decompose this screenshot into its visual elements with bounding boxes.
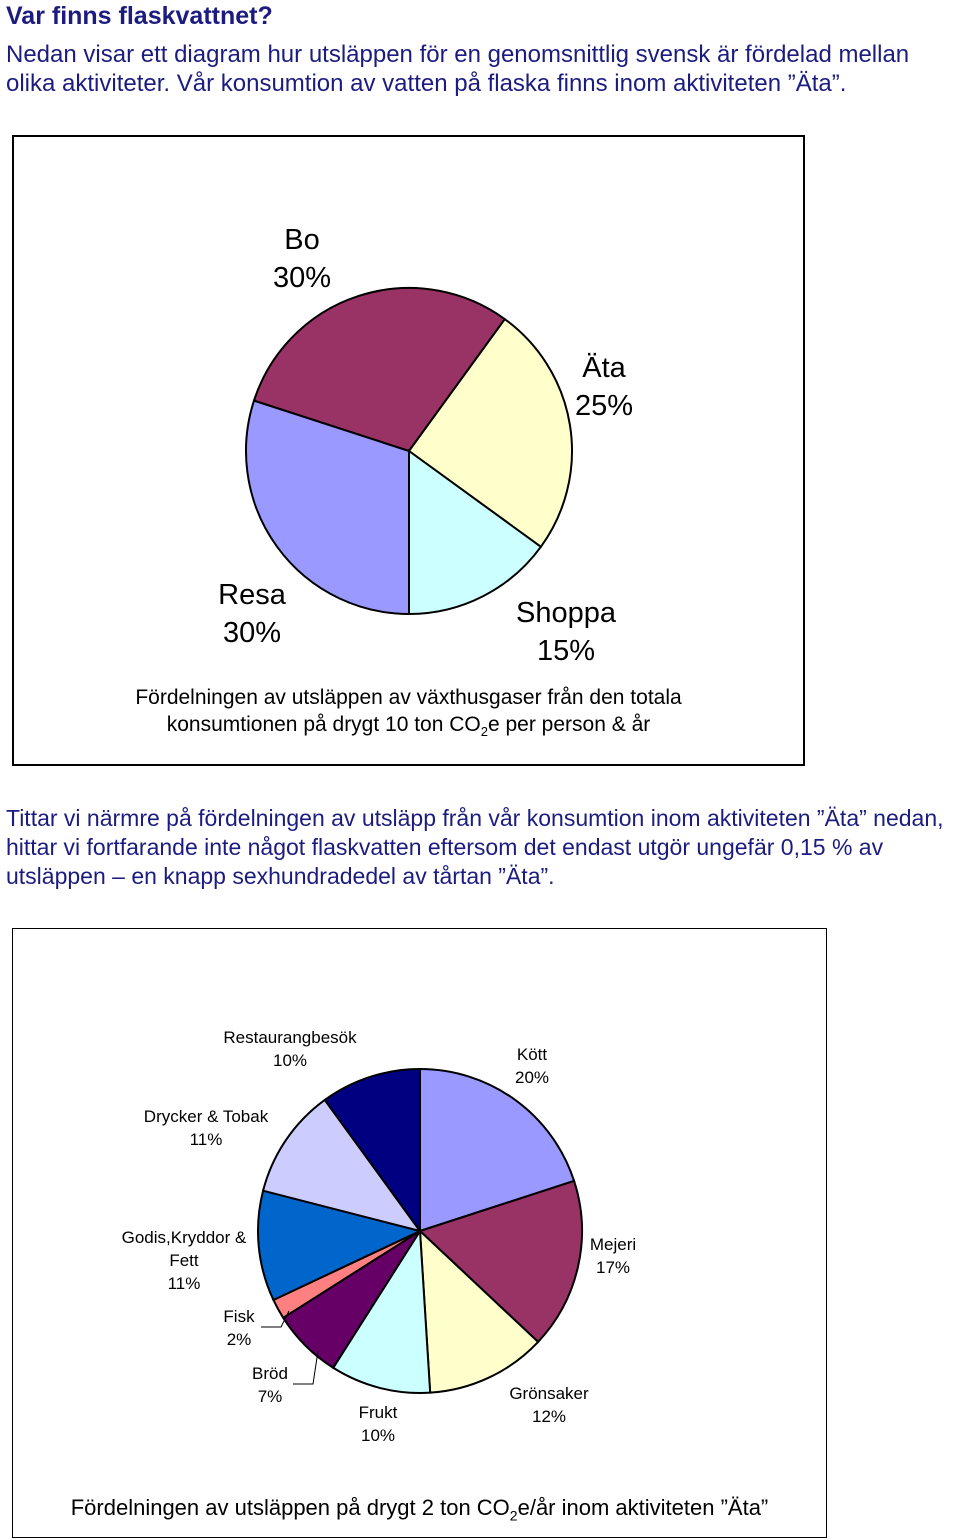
- chart-2-caption-subscript: 2: [509, 1507, 518, 1524]
- chart-1-caption-line2-pre: konsumtionen på drygt 10 ton CO: [166, 713, 481, 736]
- slice-label-restaurangbesök: Restaurangbesök 10%: [223, 1028, 357, 1070]
- chart-1-caption-line1: Fördelningen av utsläppen av växthusgaser från den totala: [135, 686, 682, 709]
- slice-label-frukt: Frukt 10%: [358, 1403, 398, 1445]
- slice-label-drycker-tobak: Drycker & Tobak 11%: [143, 1107, 269, 1149]
- chart-1-caption-subscript: 2: [480, 724, 488, 740]
- page-title: Var finns flaskvattnet?: [6, 2, 273, 30]
- slice-label-shoppa: Shoppa 15%: [516, 597, 616, 667]
- chart-2-caption-pre: Fördelningen av utsläppen på drygt 2 ton CO: [70, 1495, 510, 1520]
- slice-label-kött: Kött 20%: [514, 1045, 550, 1087]
- body-paragraph: Tittar vi närmre på fördelningen av utsläpp från vår konsumtion inom aktiviteten ”Äta” nedan, hittar vi fortfarande inte något flaskvatten eftersom det endast utgör ungefär 0,15 % av utsläppen – en knapp sexhundradedel av tårtan ”Äta”.: [6, 805, 944, 889]
- slice-label-mejeri: Mejeri 17%: [589, 1235, 637, 1277]
- slice-label-grönsaker: Grönsaker 12%: [509, 1384, 589, 1426]
- chart-2-caption: [13, 1495, 826, 1523]
- chart-2-frame: [12, 928, 827, 1538]
- slice-label-resa: Resa 30%: [218, 579, 286, 649]
- slice-label-bröd: Bröd 7%: [252, 1364, 288, 1406]
- chart-1-frame: [12, 135, 805, 766]
- slice-label-bo: Bo 30%: [272, 224, 332, 294]
- chart-1-pie: [14, 137, 807, 768]
- chart-2-pie: [13, 929, 828, 1539]
- intro-text: Nedan visar ett diagram hur utsläppen för en genomsnittlig svensk är fördelad mellan olika aktiviteter. Vår konsumtion av vatten på flaska finns inom aktiviteten ”Äta”.: [6, 41, 910, 97]
- chart-2-caption-post: e/år inom aktiviteten ”Äta”: [517, 1495, 769, 1520]
- slice-label-äta: Äta 25%: [574, 352, 634, 422]
- chart-1-caption-line2-post: e per person & år: [487, 713, 651, 736]
- slice-label-godis-kryddor-fett: Godis,Kryddor & Fett 11%: [121, 1228, 247, 1293]
- leader-line-bröd: [293, 1351, 318, 1384]
- chart-1-caption: [14, 684, 803, 745]
- slice-label-fisk: Fisk 2%: [223, 1307, 255, 1349]
- chart-1-caption-line2: [14, 711, 803, 745]
